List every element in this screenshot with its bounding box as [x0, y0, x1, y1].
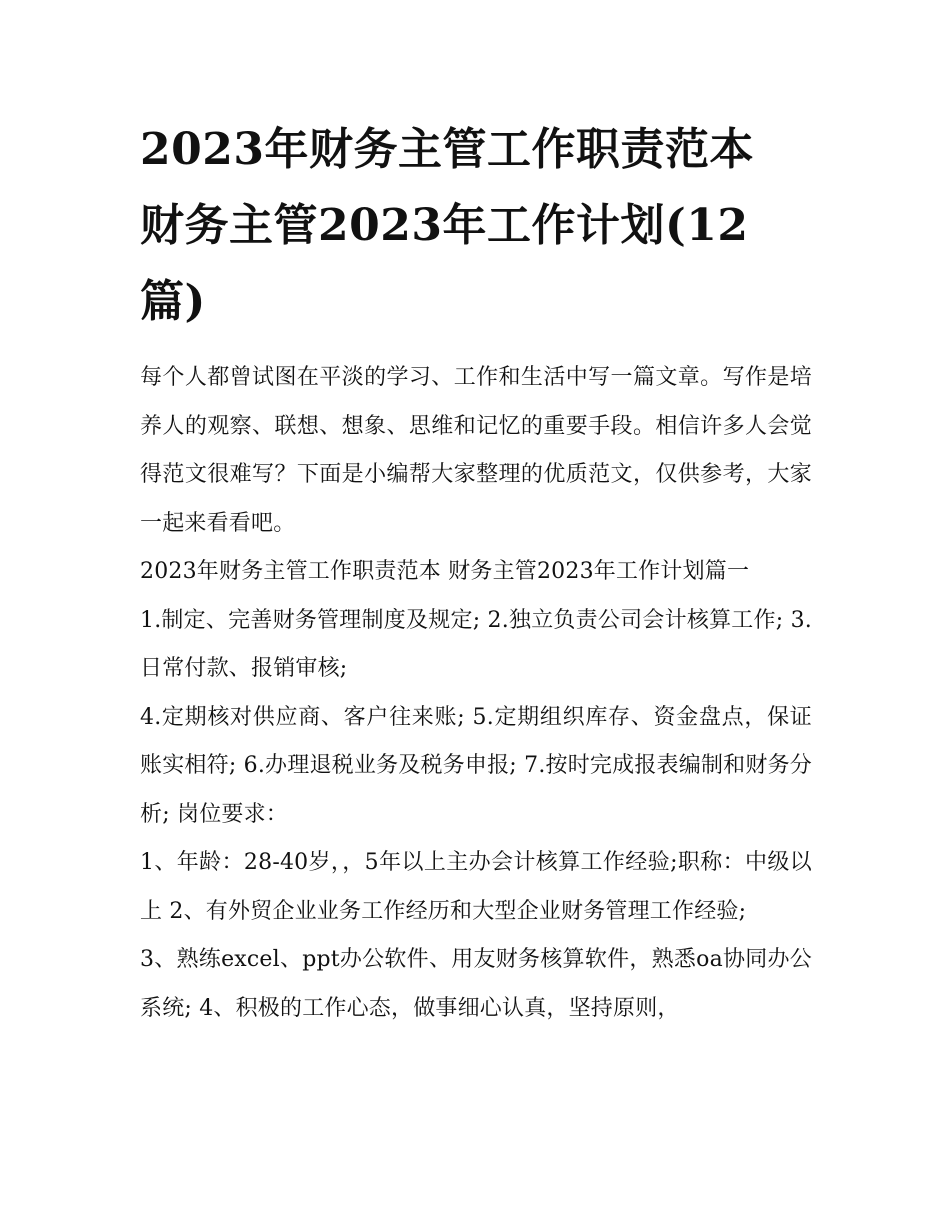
- duties-paragraph-1: 1.制定、完善财务管理制度及规定; 2.独立负责公司会计核算工作; 3.日常付款、报销审核;: [140, 607, 812, 681]
- duties-paragraph-2: 4.定期核对供应商、客户往来账; 5.定期组织库存、资金盘点，保证账实相符; 6.办理退税业务及税务申报; 7.按时完成报表编制和财务分析; 岗位要求：: [140, 704, 812, 827]
- intro-paragraph: 每个人都曾试图在平淡的学习、工作和生活中写一篇文章。写作是培养人的观察、联想、想象、思维和记忆的重要手段。相信许多人会觉得范文很难写？下面是小编帮大家整理的优质范文，仅供参考，大家一起来看看吧。: [140, 365, 812, 536]
- document-title: 2023年财务主管工作职责范本 财务主管2023年工作计划(12篇): [140, 124, 754, 327]
- requirements-paragraph-2: 3、熟练excel、ppt办公软件、用友财务核算软件，熟悉oa协同办公系统; 4、积极的工作心态，做事细心认真，坚持原则，: [140, 947, 812, 1021]
- document-page: [140, 112, 812, 1033]
- document-body: [140, 354, 812, 1033]
- requirements-paragraph-1: 1、年龄：28-40岁，，5年以上主办会计核算工作经验;职称：中级以上 2、有外贸企业业务工作经历和大型企业财务管理工作经验;: [140, 850, 812, 924]
- section-heading-paragraph: 2023年财务主管工作职责范本 财务主管2023年工作计划篇一: [140, 559, 750, 584]
